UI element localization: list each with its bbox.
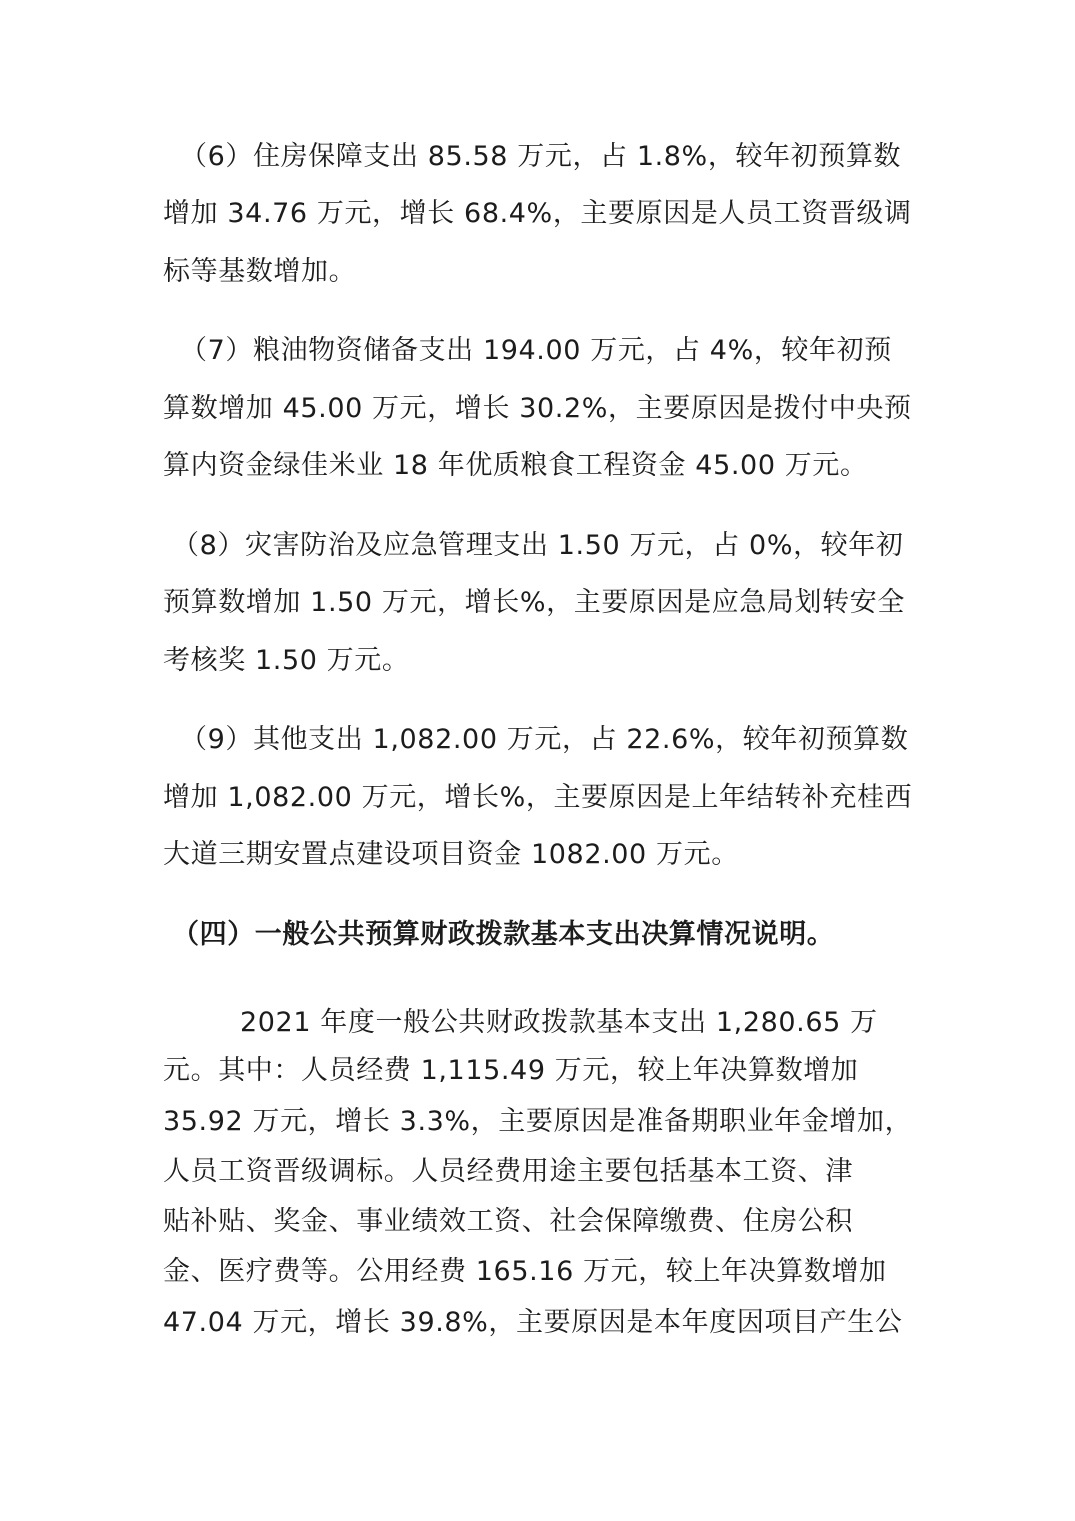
text-line: 元。其中：人员经费 1,115.49 万元，较上年决算数增加 [163, 1055, 859, 1086]
text-line: 算数增加 45.00 万元，增长 30.2%，主要原因是拨付中央预 [163, 393, 912, 424]
text-line: （6）住房保障支出 85.58 万元，占 1.8%，较年初预算数 [180, 141, 902, 172]
text-line: 金、医疗费等。公用经费 165.16 万元，较上年决算数增加 [163, 1256, 887, 1287]
text-line: 增加 34.76 万元，增长 68.4%，主要原因是人员工资晋级调 [163, 198, 912, 229]
text-line: （7）粮油物资储备支出 194.00 万元，占 4%，较年初预 [180, 335, 892, 366]
text-line: 算内资金绿佳米业 18 年优质粮食工程资金 45.00 万元。 [163, 450, 868, 481]
text-line: 大道三期安置点建设项目资金 1082.00 万元。 [163, 839, 739, 870]
text-line: 人员工资晋级调标。人员经费用途主要包括基本工资、津 [163, 1156, 853, 1187]
text-line: 预算数增加 1.50 万元，增长%，主要原因是应急局划转安全 [163, 587, 905, 618]
section-heading: （四）一般公共预算财政拨款基本支出决算情况说明。 [172, 919, 835, 950]
text-line: 47.04 万元，增长 39.8%，主要原因是本年度因项目产生公 [163, 1307, 903, 1338]
text-line: 考核奖 1.50 万元。 [163, 645, 410, 676]
text-line: （8）灾害防治及应急管理支出 1.50 万元，占 0%，较年初 [172, 530, 904, 561]
text-line: 35.92 万元，增长 3.3%，主要原因是准备期职业年金增加， [163, 1106, 913, 1137]
text-line: 贴补贴、奖金、事业绩效工资、社会保障缴费、住房公积 [163, 1206, 853, 1237]
text-line: 增加 1,082.00 万元，增长%，主要原因是上年结转补充桂西 [163, 782, 913, 813]
text-line: 2021 年度一般公共财政拨款基本支出 1,280.65 万 [240, 1007, 878, 1038]
text-line: （9）其他支出 1,082.00 万元，占 22.6%，较年初预算数 [180, 724, 909, 755]
text-line: 标等基数增加。 [163, 256, 357, 287]
